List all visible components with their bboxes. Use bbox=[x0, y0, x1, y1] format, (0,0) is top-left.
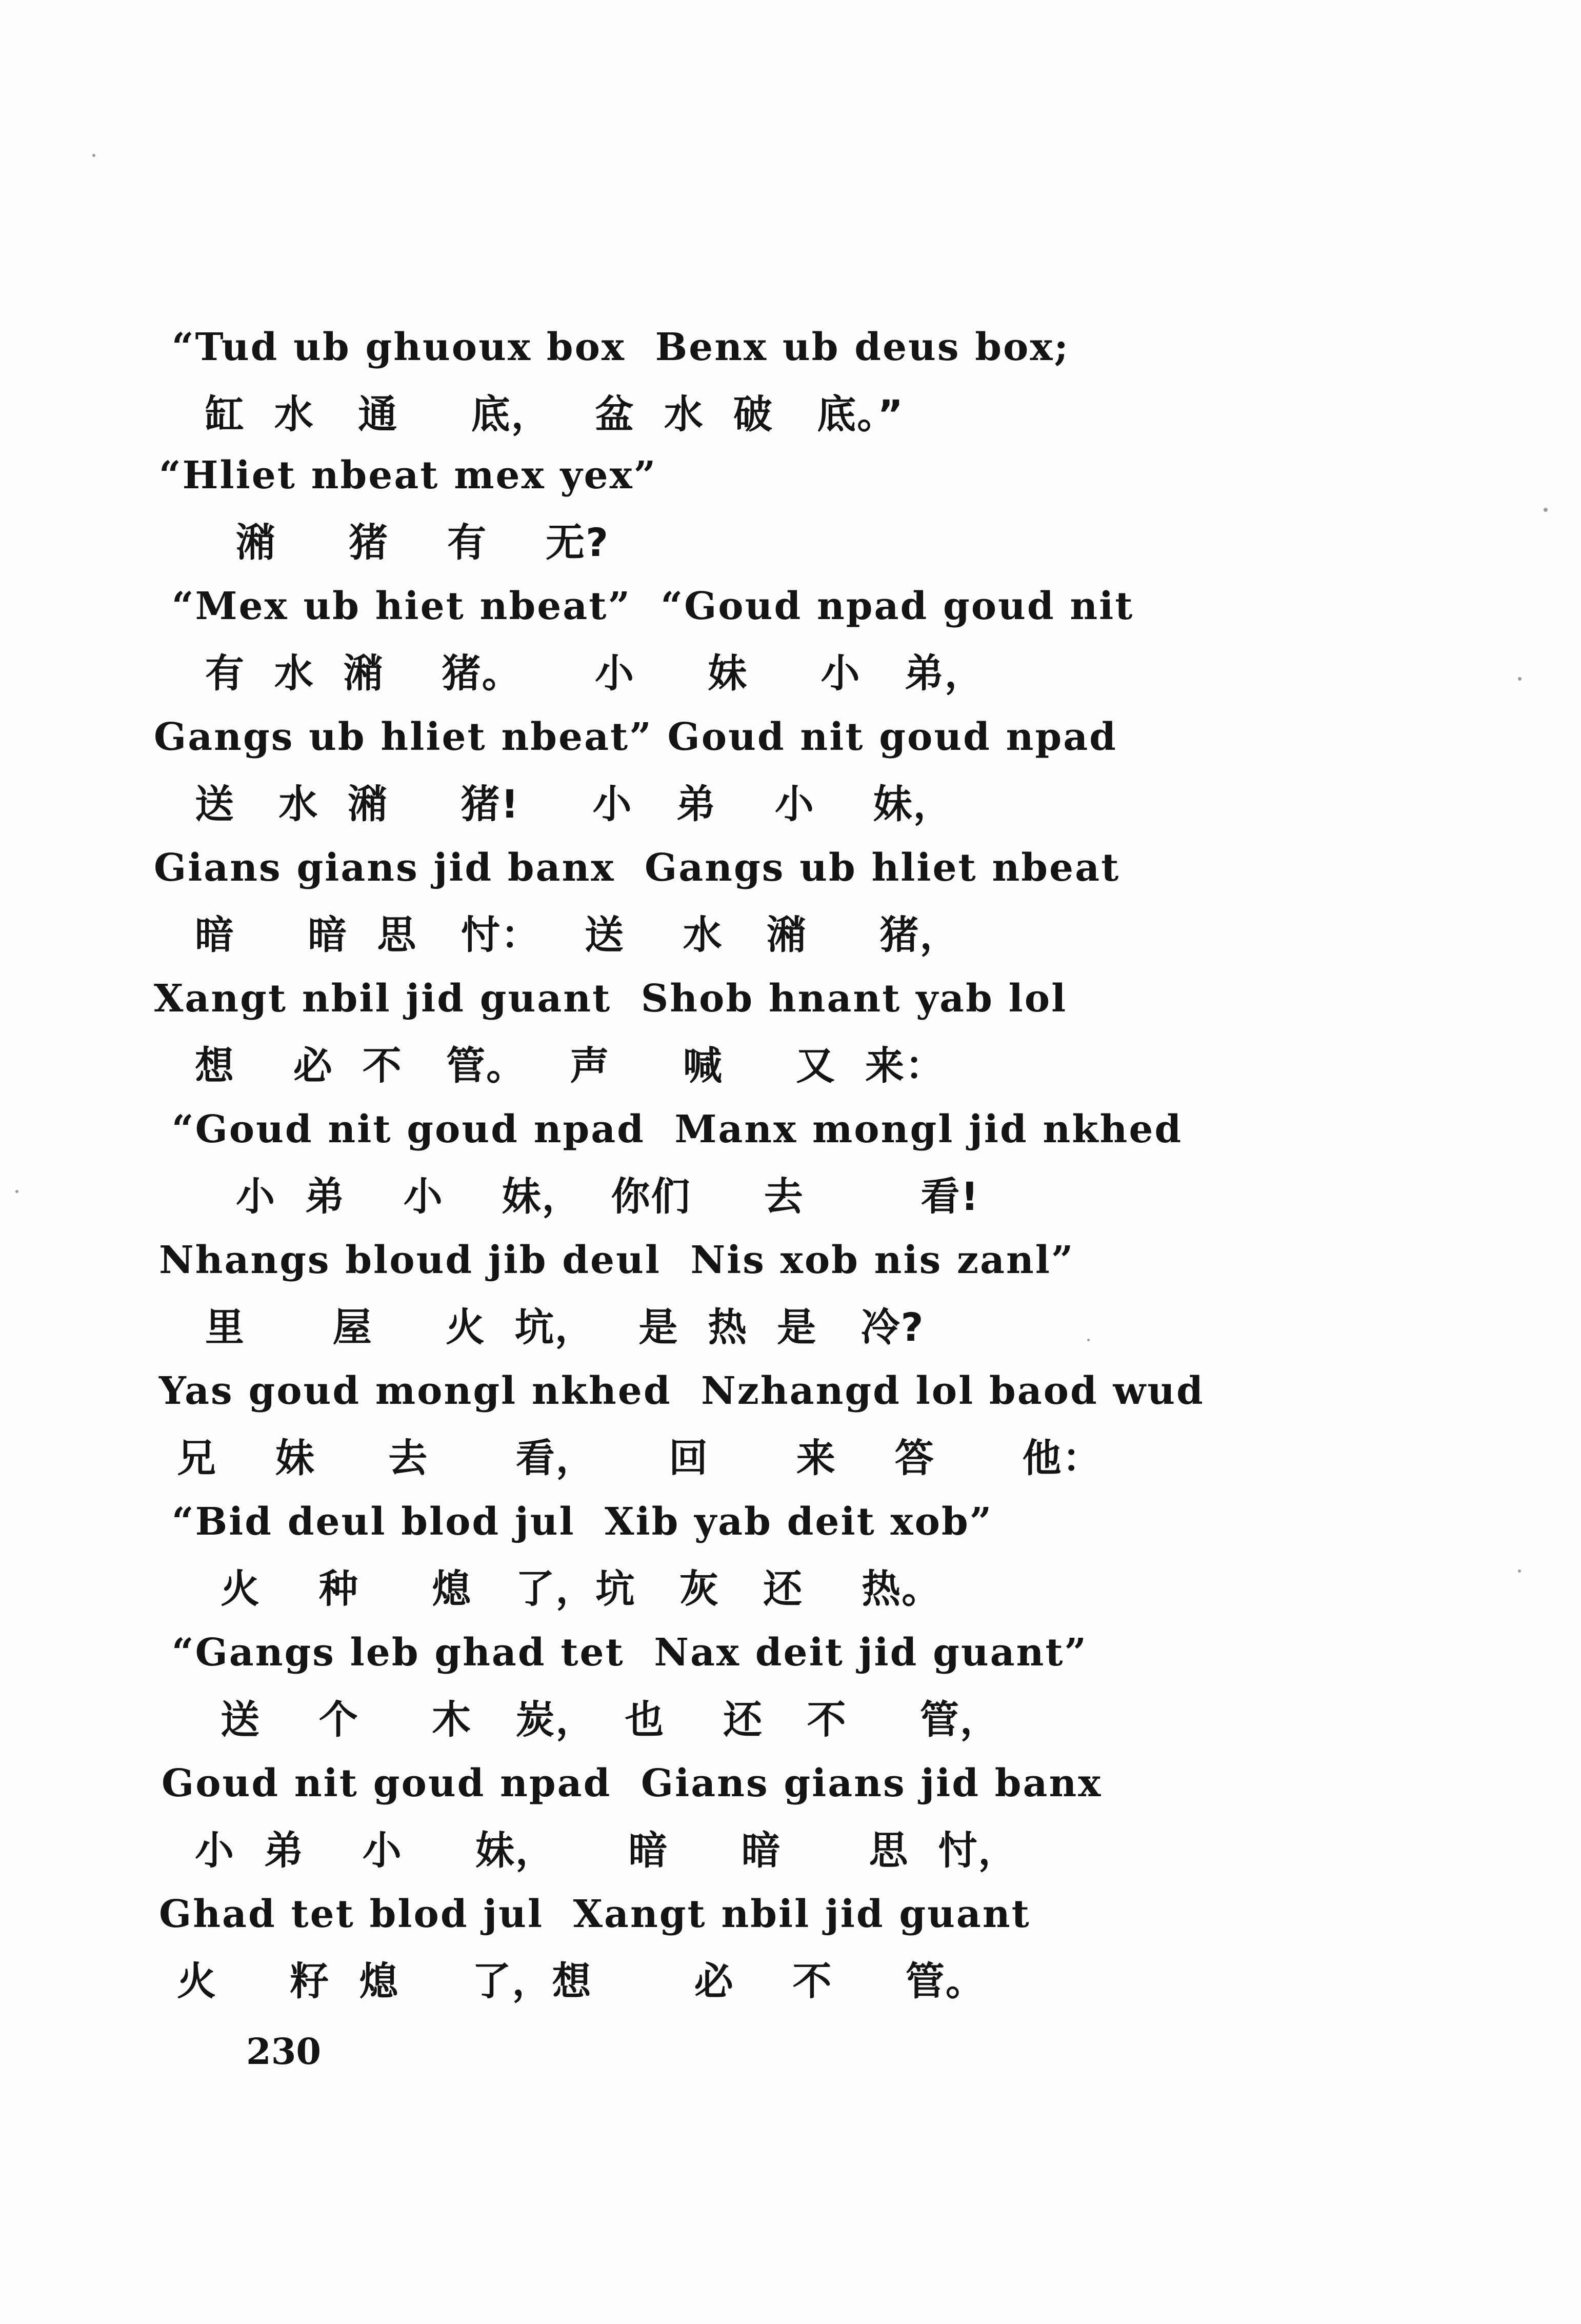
verse-line-chinese: 送 个 木 炭， 也 还 不 管， bbox=[221, 1697, 1000, 1742]
verse-line-miao: “Gangs leb ghad tet Nax deit jid guant” bbox=[172, 1631, 1088, 1675]
verse-line-chinese: 缸 水 通 底， 盆 水 破 底。” bbox=[205, 391, 905, 437]
verse-line-miao: “Mex ub hiet nbeat” “Goud npad goud nit bbox=[172, 584, 1134, 628]
verse-line-chinese: 送 水 潲 猪! 小 弟 小 妹， bbox=[195, 781, 953, 827]
verse-line-chinese: 小 弟 小 妹， 暗 暗 思 忖， bbox=[195, 1828, 1018, 1873]
page-number: 230 bbox=[246, 2030, 322, 2073]
scan-speck bbox=[1518, 1570, 1521, 1573]
verse-line-miao: Gangs ub hliet nbeat” Goud nit goud npad bbox=[154, 715, 1117, 759]
verse-line-miao: Xangt nbil jid guant Shob hnant yab lol bbox=[154, 977, 1068, 1021]
verse-line-miao: Goud nit goud npad Gians gians jid banx bbox=[162, 1761, 1103, 1805]
verse-line-miao: Ghad tet blod jul Xangt nbil jid guant bbox=[159, 1892, 1031, 1936]
verse-line-miao: Gians gians jid banx Gangs ub hliet nbeat bbox=[154, 846, 1120, 890]
scan-speck bbox=[1087, 1339, 1090, 1341]
verse-line-chinese: 火 种 熄 了，坑 灰 还 热。 bbox=[221, 1566, 942, 1612]
verse-line-chinese: 有 水 潲 猪。 小 妹 小 弟， bbox=[205, 650, 985, 696]
verse-line-miao: “Goud nit goud npad Manx mongl jid nkhed bbox=[172, 1107, 1183, 1151]
scan-speck bbox=[92, 154, 95, 157]
verse-line-miao: “Tud ub ghuoux box Benx ub deus box; bbox=[172, 325, 1070, 369]
verse-line-chinese: 兄 妹 去 看， 回 来 答 他： bbox=[177, 1435, 1103, 1481]
scan-speck bbox=[1518, 677, 1522, 681]
scan-speck bbox=[15, 1190, 18, 1193]
verse-line-chinese: 火 籽 熄 了，想 必 不 管。 bbox=[177, 1958, 986, 2004]
scan-speck bbox=[1544, 508, 1548, 512]
verse-line-chinese: 暗 暗 思 忖： 送 水 潲 猪， bbox=[195, 912, 960, 958]
verse-line-miao: Yas goud mongl nkhed Nzhangd lol baod wud bbox=[159, 1369, 1205, 1413]
verse-line-miao: Nhangs bloud jib deul Nis xob nis zanl” bbox=[159, 1238, 1075, 1282]
verse-line-chinese: 小 弟 小 妹， 你们 去 看! bbox=[236, 1174, 980, 1219]
verse-line-chinese: 潲 猪 有 无? bbox=[236, 520, 610, 565]
verse-line-chinese: 里 屋 火 坑， 是 热 是 冷? bbox=[205, 1304, 925, 1350]
verse-line-chinese: 想 必 不 管。 声 喊 又 来： bbox=[195, 1043, 946, 1088]
verse-line-miao: “Hliet nbeat mex yex” bbox=[159, 453, 657, 498]
verse-line-miao: “Bid deul blod jul Xib yab deit xob” bbox=[172, 1500, 993, 1544]
